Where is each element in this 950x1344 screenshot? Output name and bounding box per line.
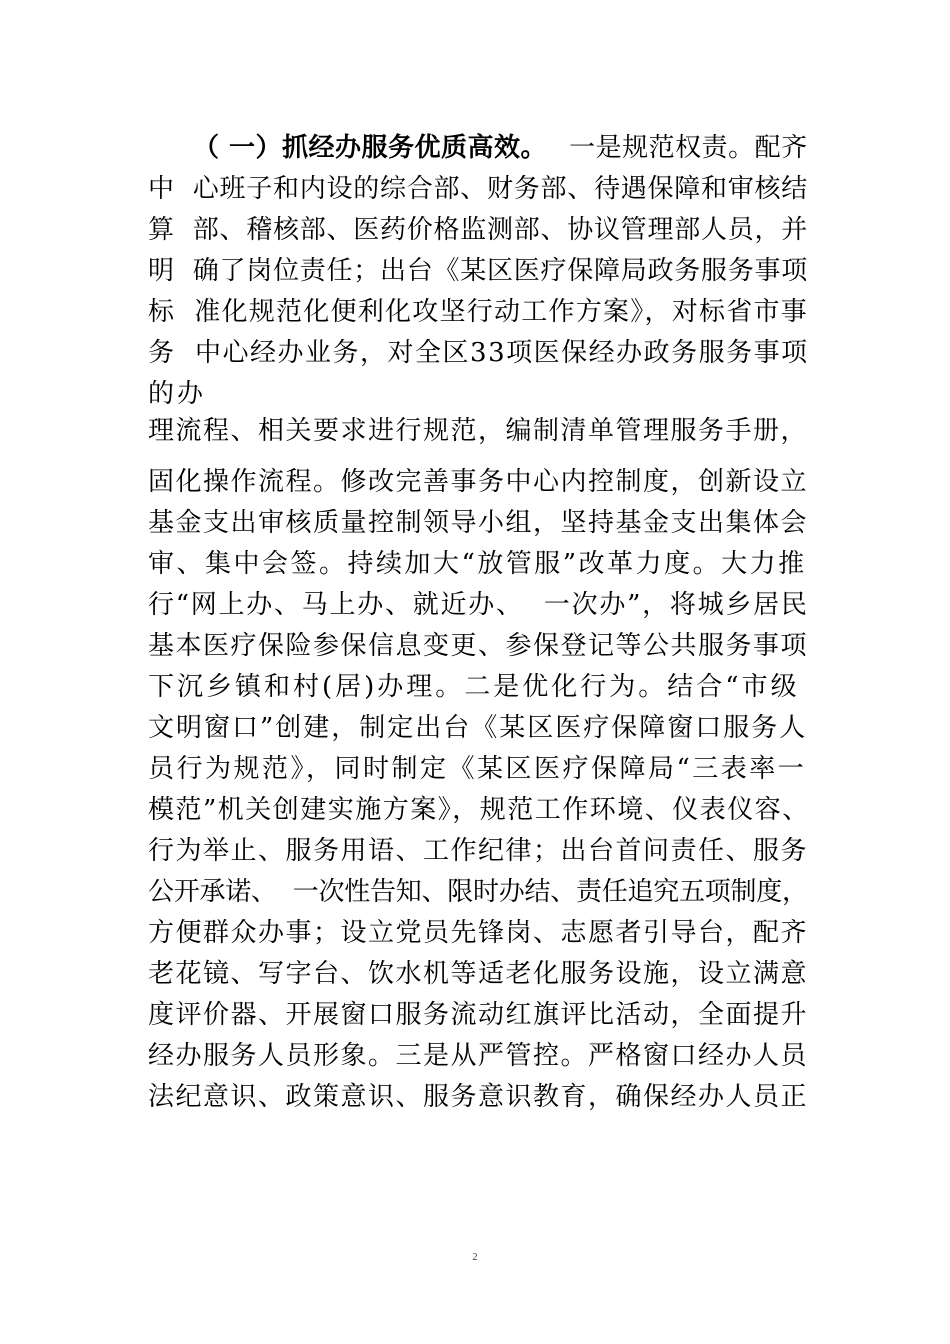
body-line: 经办服务人员形象。三是从严管控。严格窗口经办人员: [148, 1041, 809, 1071]
body-line: 一是规范权责。配齐: [569, 133, 808, 163]
body-line: 算 部、稽核部、医药价格监测部、协议管理部人员，并: [148, 215, 809, 245]
page-number: 2: [472, 1252, 478, 1263]
body-line: 基本医疗保险参保信息变更、参保登记等公共服务事项: [148, 631, 809, 661]
body-line: 的办: [148, 379, 207, 409]
body-line: 法纪意识、政策意识、服务意识教育，确保经办人员正: [148, 1082, 809, 1112]
body-line: 下沉乡镇和村(居)办理。二是优化行为。结合“市级: [148, 672, 800, 702]
paragraph-first-line: [193, 131, 808, 165]
body-line: 务 中心经办业务，对全区33项医保经办政务服务事项: [148, 338, 809, 368]
body-line: 度评价器、开展窗口服务流动红旗评比活动，全面提升: [148, 1000, 809, 1030]
body-line: 明 确了岗位责任；出台《某区医疗保障局政务服务事项: [148, 256, 809, 286]
body-line: 理流程、相关要求进行规范，编制清单管理服务手册，: [148, 416, 809, 446]
body-line: 中 心班子和内设的综合部、财务部、待遇保障和审核结: [148, 174, 809, 204]
body-line: 审、集中会签。持续加大“放管服”改革力度。大力推: [148, 549, 807, 579]
body-line: 基金支出审核质量控制领导小组，坚持基金支出集体会: [148, 508, 809, 538]
body-line: 方便群众办事；设立党员先锋岗、志愿者引导台，配齐: [148, 918, 809, 948]
body-line: 标 准化规范化便利化攻坚行动工作方案》，对标省市事: [148, 297, 809, 327]
body-line: 行为举止、服务用语、工作纪律；出台首问责任、服务: [148, 836, 809, 866]
section-heading: （ 一）抓经办服务优质高效。: [193, 133, 548, 163]
body-line: 公开承诺、 一次性告知、限时办结、责任追究五项制度，: [148, 877, 808, 907]
body-line: 固化操作流程。修改完善事务中心内控制度，创新设立: [148, 467, 809, 497]
body-line: 文明窗口”创建，制定出台《某区医疗保障窗口服务人: [148, 713, 808, 743]
body-line: 模范”机关创建实施方案》，规范工作环境、仪表仪容、: [148, 795, 810, 825]
body-line: 老花镜、写字台、饮水机等适老化服务设施，设立满意: [148, 959, 809, 989]
body-line: 员行为规范》，同时制定《某区医疗保障局“三表率一: [148, 754, 807, 784]
body-line: 行“网上办、马上办、就近办、 一次办”，将城乡居民: [148, 590, 809, 620]
